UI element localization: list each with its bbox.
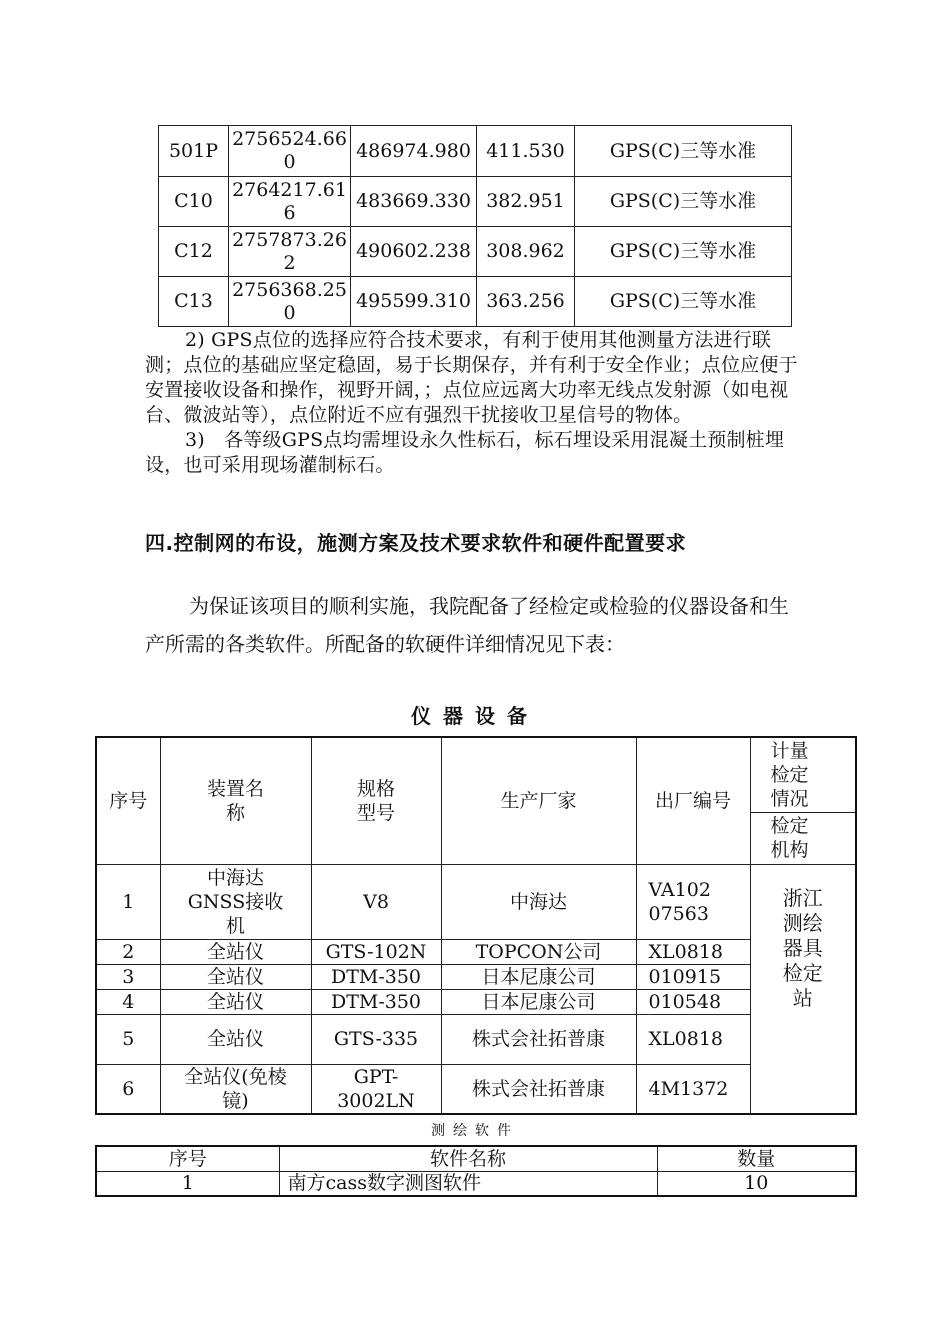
seq: 6	[96, 1064, 160, 1114]
model: V8	[311, 864, 441, 939]
software-name: 南方cass数字测图软件	[279, 1171, 657, 1196]
elevation: 411.530	[477, 126, 575, 177]
agency-value: 浙江测绘器具检定站	[782, 886, 823, 1011]
table-row	[96, 864, 856, 939]
intro-paragraph: 为保证该项目的顺利实施，我院配备了经检定或检验的仪器设备和生产所需的各类软件。所配备的软硬件详细情况见下表：	[145, 594, 789, 656]
serial: 010548	[636, 989, 750, 1014]
elevation: 308.962	[477, 227, 575, 277]
software-table	[95, 1145, 857, 1197]
device-name: 全站仪	[160, 989, 311, 1014]
x-coordinate: 2757873.262	[229, 227, 351, 277]
x-coordinate: 2756368.250	[229, 277, 351, 327]
paragraph-gps-siting: 2) GPS点位的选择应符合技术要求，有利于使用其他测量方法进行联测；点位的基础应坚定稳固，易于长期保存，并有利于安全作业；点位应便于安置接收设备和操作，视野开阔，；点位应远离大功率无线点发射源（如电视台、微波站等），点位附近不应有强烈干扰接收卫星信号的物体。	[145, 329, 798, 426]
header-row	[96, 1146, 856, 1171]
header-software-name: 软件名称	[279, 1146, 657, 1171]
grade: GPS(C)三等水准	[575, 177, 792, 227]
grade: GPS(C)三等水准	[575, 277, 792, 327]
y-coordinate: 495599.310	[351, 277, 477, 327]
model: GTS-102N	[311, 939, 441, 964]
maker: 日本尼康公司	[441, 989, 636, 1014]
model: DTM-350	[311, 989, 441, 1014]
quantity: 10	[657, 1171, 856, 1196]
serial: XL0818	[636, 1014, 750, 1064]
x-coordinate: 2756524.660	[229, 126, 351, 177]
table-row	[96, 1064, 856, 1114]
table-row	[96, 1014, 856, 1064]
y-coordinate: 483669.330	[351, 177, 477, 227]
coordinate-table	[158, 125, 792, 327]
header-serial: 出厂编号	[636, 737, 750, 864]
software-caption: 测绘软件	[431, 1123, 519, 1139]
paragraph-monument: 3) 各等级GPS点均需埋设永久性标石，标石埋设采用混凝土预制桩埋设，也可采用现场灌制标石。	[145, 429, 785, 476]
table-row	[159, 177, 792, 227]
seq: 1	[96, 1171, 279, 1196]
maker: 株式会社拓普康	[441, 1064, 636, 1114]
table-row	[96, 989, 856, 1014]
seq: 1	[96, 864, 160, 939]
seq: 4	[96, 989, 160, 1014]
grade: GPS(C)三等水准	[575, 227, 792, 277]
device-name: 全站仪	[160, 964, 311, 989]
elevation: 363.256	[477, 277, 575, 327]
point-id: 501P	[159, 126, 229, 177]
y-coordinate: 486974.980	[351, 126, 477, 177]
maker: 株式会社拓普康	[441, 1014, 636, 1064]
requirements-text	[145, 328, 809, 478]
point-id: C10	[159, 177, 229, 227]
agency	[750, 864, 856, 1114]
maker: 日本尼康公司	[441, 964, 636, 989]
table-row	[96, 964, 856, 989]
model: GPT-3002LN	[311, 1064, 441, 1114]
table-row	[96, 1171, 856, 1196]
serial: XL0818	[636, 939, 750, 964]
seq: 3	[96, 964, 160, 989]
y-coordinate: 490602.238	[351, 227, 477, 277]
serial: 010915	[636, 964, 750, 989]
header-agency: 检定机构	[750, 812, 856, 864]
grade: GPS(C)三等水准	[575, 126, 792, 177]
x-coordinate: 2764217.616	[229, 177, 351, 227]
header-row	[96, 737, 856, 812]
seq: 2	[96, 939, 160, 964]
table-row	[159, 277, 792, 327]
table-row	[96, 939, 856, 964]
intro-text	[145, 587, 805, 663]
seq: 5	[96, 1014, 160, 1064]
header-name: 装置名称	[160, 737, 311, 864]
maker: 中海达	[441, 864, 636, 939]
model: GTS-335	[311, 1014, 441, 1064]
device-name: 全站仪	[160, 939, 311, 964]
serial: 4M1372	[636, 1064, 750, 1114]
equipment-caption: 仪器设备	[411, 704, 539, 728]
point-id: C13	[159, 277, 229, 327]
maker: TOPCON公司	[441, 939, 636, 964]
point-id: C12	[159, 227, 229, 277]
model: DTM-350	[311, 964, 441, 989]
equipment-table	[95, 736, 857, 1115]
table-row	[159, 126, 792, 177]
serial: VA10207563	[636, 864, 750, 939]
device-name: 全站仪	[160, 1014, 311, 1064]
section-heading: 四.控制网的布设，施测方案及技术要求软件和硬件配置要求	[145, 531, 687, 555]
elevation: 382.951	[477, 177, 575, 227]
header-seq: 序号	[96, 1146, 279, 1171]
header-maker: 生产厂家	[441, 737, 636, 864]
table-row	[159, 227, 792, 277]
header-calibration: 计量检定情况	[750, 737, 856, 812]
device-name: 全站仪(免棱镜)	[160, 1064, 311, 1114]
header-quantity: 数量	[657, 1146, 856, 1171]
header-model: 规格型号	[311, 737, 441, 864]
device-name: 中海达GNSS接收机	[160, 864, 311, 939]
header-seq: 序号	[96, 737, 160, 864]
